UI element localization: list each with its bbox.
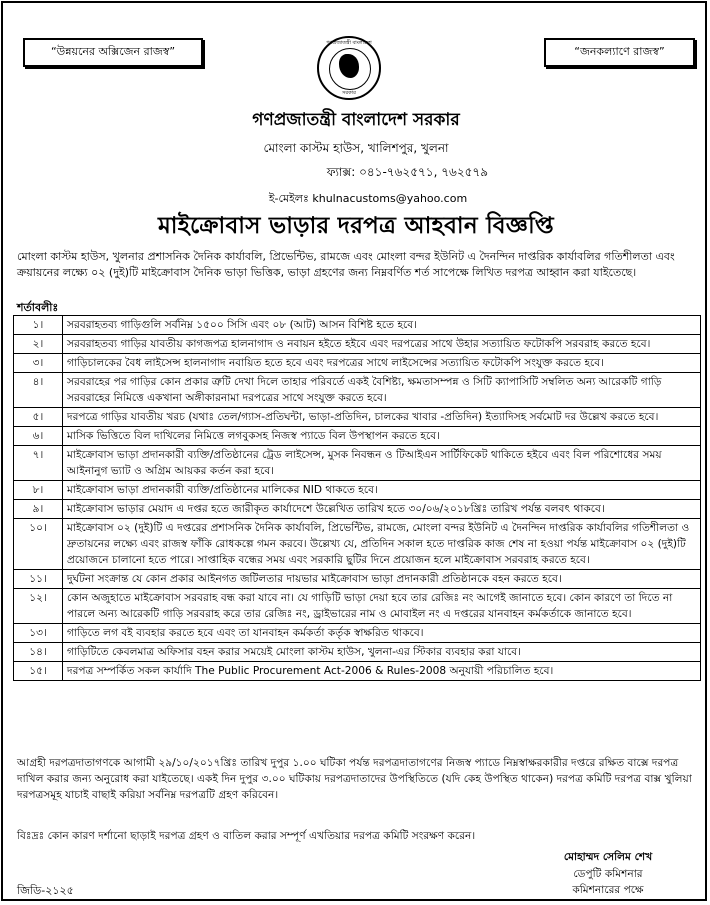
term-number: ১১। xyxy=(14,570,63,589)
table-row xyxy=(14,354,701,373)
term-text: কোন অজুহাতে মাইক্রোবাস সরবরাহ বন্ধ করা যাবে না। যে গাড়িটি ভাড়া দেয়া হবে তার রেজিঃ নং আগেই জানাতে হবে। কোন কারণে তা দিতে না পারলে অন্য আরেকটি গাড়ি সরবরাহ করে তার রেজিঃ নং, ড্রাইভারের নাম ও মোবাইল নং এ দপ্তরের যানবাহন কর্মকর্তাকে জানাতে হবে। xyxy=(63,589,701,624)
term-number: ৭। xyxy=(14,446,63,481)
email-address: ই-মেইলঃ khulnacustoms@yahoo.com xyxy=(268,192,468,205)
seal-bottom-text: সরকার xyxy=(342,90,356,96)
closing-paragraph: আগ্রহী দরপত্রদাতাগণকে আগামী ২৯/১০/২০১৭খ্রিঃ তারিখ দুপুর ১.০০ ঘটিকা পর্যন্ত দরপত্রদাতাগণের নিজস্ব প্যাডে নিম্নস্বাক্ষরকারীর দপ্তরে রক্ষিত বাক্সে দরপত্র দাখিল করার জন্য অনুরোধ করা যাইতেছে। একই দিন দুপুর ৩.০০ ঘটিকায় দরপত্রদাতাদের উপস্থিতিতে (যদি কেহ উপস্থিত থাকেন) দরপত্র কমিটি দরপত্র বাক্স খুলিয়া দরপত্রসমূহ যাচাই বাছাই করিয়া সর্বনিম্ন দরপত্রটি গ্রহণ করিবেন। xyxy=(17,757,692,801)
term-number: ১২। xyxy=(14,589,63,624)
term-text: গাড়িটিতে কেবলমাত্র অফিসার বহন করার সময়েই মোংলা কাস্টম হাউস, খুলনা-এর স্টিকার ব্যবহার করা যাবে। xyxy=(63,643,701,662)
signatory-behalf: কমিশনারের পক্ষে xyxy=(572,884,644,896)
government-seal xyxy=(317,36,381,100)
table-row xyxy=(14,373,701,408)
table-row xyxy=(14,643,701,662)
terms-table xyxy=(13,315,701,681)
table-row xyxy=(14,519,701,570)
term-text: মাইক্রোবাস ভাড়ার মেয়াদ এ দপ্তর হতে জারীকৃত কার্যাদেশে উল্লেখিত তারিখ হতে ৩০/০৬/২০১৮খ্রিঃ তারিখ পর্যন্ত বলবৎ থাকবে। xyxy=(63,500,701,519)
term-number: ৯। xyxy=(14,500,63,519)
term-number: ১। xyxy=(14,316,63,335)
signatory-designation: ডেপুটি কমিশনার xyxy=(573,868,643,880)
term-number: ৪। xyxy=(14,373,63,408)
terms-heading: শর্তাবলীঃ xyxy=(17,301,59,314)
term-text: গাড়িচালকের বৈধ লাইসেন্স হালনাগাদ নবায়িত হতে হবে এবং দরপত্রের সাথে লাইসেন্সের সত্যায়িত ফটোকপি সংযুক্ত করতে হবে। xyxy=(63,354,701,373)
term-text: মাইক্রোবাস ০২ (দুই)টি এ দপ্তরের প্রশাসনিক দৈনিক কার্যাবলি, প্রিভেন্টিভ, রামজে, মোংলা বন্দর ইউনিট এ দৈনন্দিন দাপ্তরিক কার্যাবলির গতিশীলতা ও দ্রুতায়নের লক্ষ্যে এবং রাজস্ব ফাঁকি রোধকল্পে গমন করবে। উল্লেখ্য যে, প্রতিদিন সকাল হতে দাপ্তরিক কাজ শেষ না হওয়া পর্যন্ত মাইক্রোবাস ০২ (দুই)টি প্রয়োজনে চালানো হতে পারে। সাপ্তাহিক বন্ধের সময় এবং সরকারি ছুটির দিনে প্রয়োজন হলে মাইক্রোবাস সরবরাহ করতে হবে। xyxy=(63,519,701,570)
table-row xyxy=(14,662,701,681)
signatory-name: মোহাম্মদ সেলিম শেখ xyxy=(563,851,653,863)
page-title: মাইক্রোবাস ভাড়ার দরপত্র আহবান বিজ্ঞপ্তি xyxy=(158,213,554,239)
term-text: সরবরাহের পর গাড়ির কোন প্রকার ত্রুটি দেখা দিলে তাহার পরিবর্তে একই বৈশিষ্ট্য, ক্ষমতাসম্পন্ন ও সিটি ক্যাপাসিটি সম্বলিত অন্য আরেকটি গাড়ি সরবরাহের নিমিত্তে একখানা অঙ্গীকারনামা দরপত্রের সাথে সংযুক্ত করতে হবে। xyxy=(63,373,701,408)
table-row xyxy=(14,408,701,427)
term-number: ১৪। xyxy=(14,643,63,662)
term-number: ২। xyxy=(14,335,63,354)
term-text: দরপত্রে গাড়ির যাবতীয় খরচ (যথাঃ তেল/গ্যাস-প্রতিঘন্টা, ভাড়া-প্রতিদিন, চালকের খাবার -প্রতিদিন) ইত্যাদিসহ সর্বমোট দর উল্লেখ করতে হবে। xyxy=(63,408,701,427)
table-row xyxy=(14,500,701,519)
term-number: ৩। xyxy=(14,354,63,373)
term-number: ১০। xyxy=(14,519,63,570)
bangladesh-map-icon xyxy=(339,54,359,78)
fax-number: ফ্যাক্স: ০৪১-৭৬২৫৭১, ৭৬২৫৭৯ xyxy=(326,165,488,179)
table-row xyxy=(14,481,701,500)
term-text: সরবরাহতব্য গাড়ির যাবতীয় কাগজপত্র হালনাগাদ ও নবায়ন হইতে হইবে এবং দরপত্রের সাথে উহার সত্যায়িত ফটোকপি সরবরাহ করতে হবে। xyxy=(63,335,701,354)
term-text: দরপত্র সম্পর্কিত সকল কার্যাদি The Public Procurement Act-2006 & Rules-2008 অনুযায়ী পরিচালিত হবে। xyxy=(63,662,701,681)
table-row xyxy=(14,624,701,643)
gd-code: জিডি-২১২৫ xyxy=(17,884,74,897)
table-row xyxy=(14,446,701,481)
term-text: মাইক্রোবাস ভাড়া প্রদানকারী ব্যক্তি/প্রতিষ্ঠানের ট্রেড লাইসেন্স, মুসক নিবন্ধন ও টিআইএন সার্টিফিকেট থাকিতে হইবে এবং বিল পরিশোধের সময় আইনানুগ ভ্যাট ও অগ্রিম আয়কর কর্তন করা হবে। xyxy=(63,446,701,481)
slogan-right: “জনকল্যাণে রাজস্ব” xyxy=(544,38,695,67)
term-number: ১৩। xyxy=(14,624,63,643)
term-number: ১৫। xyxy=(14,662,63,681)
table-row xyxy=(14,589,701,624)
table-row xyxy=(14,570,701,589)
intro-paragraph: মোংলা কাস্টম হাউস, খুলনার প্রশাসনিক দৈনিক কার্যাবলি, প্রিভেন্টিভ, রামজে এবং মোংলা বন্দর ইউনিট এ দৈনন্দিন দাপ্তরিক কার্যাবলির গতিশীলতা এবং ক্রয়ায়নের লক্ষ্যে ০২ (দুই)টি মাইক্রোবাস দৈনিক ভাড়া ভিত্তিক, ভাড়া গ্রহণের জন্য নিম্নবর্ণিত শর্ত সাপেক্ষে লিখিত দরপত্র আহ্বান করা যাইতেছে। xyxy=(17,250,675,279)
office-address: মোংলা কাস্টম হাউস, খালিশপুর, খুলনা xyxy=(263,141,449,155)
term-number: ৫। xyxy=(14,408,63,427)
term-text: গাড়িতে লগ বই ব্যবহার করতে হবে এবং তা যানবাহন কর্মকর্তা কর্তৃক স্বাক্ষরিত থাকবে। xyxy=(63,624,701,643)
term-text: দুর্ঘটনা সংক্রান্ত যে কোন প্রকার আইনগত জটিলতার দায়ভার মাইক্রোবাস ভাড়া প্রদানকারী প্রতিষ্ঠানকে বহন করতে হবে। xyxy=(63,570,701,589)
notice-page xyxy=(1,1,707,901)
seal-ring-text: গণপ্রজাতন্ত্রী বাংলাদেশ xyxy=(326,40,372,46)
slogan-left: “উন্নয়নের অক্সিজেন রাজস্ব” xyxy=(23,38,203,67)
term-number: ৬। xyxy=(14,427,63,446)
term-number: ৮। xyxy=(14,481,63,500)
government-name: গণপ্রজাতন্ত্রী বাংলাদেশ সরকার xyxy=(252,110,460,130)
table-row xyxy=(14,335,701,354)
rights-note: বিঃদ্রঃ কোন কারণ দর্শানো ছাড়াই দরপত্র গ্রহণ ও বাতিল করার সম্পূর্ণ এখতিয়ার দরপত্র কমিটি সংরক্ষণ করেন। xyxy=(17,830,476,842)
table-row xyxy=(14,427,701,446)
term-text: মাইক্রোবাস ভাড়া প্রদানকারী ব্যক্তি/প্রতিষ্ঠানের মালিকের NID থাকতে হবে। xyxy=(63,481,701,500)
table-row xyxy=(14,316,701,335)
term-text: সরবরাহতব্য গাড়িগুলি সর্বনিম্ন ১৫০০ সিসি এবং ০৮ (আট) আসন বিশিষ্ট হতে হবে। xyxy=(63,316,701,335)
term-text: মাসিক ভিত্তিতে বিল দাখিলের নিমিত্তে লগবুকসহ নিজস্ব প্যাডে বিল উপস্থাপন করতে হবে। xyxy=(63,427,701,446)
